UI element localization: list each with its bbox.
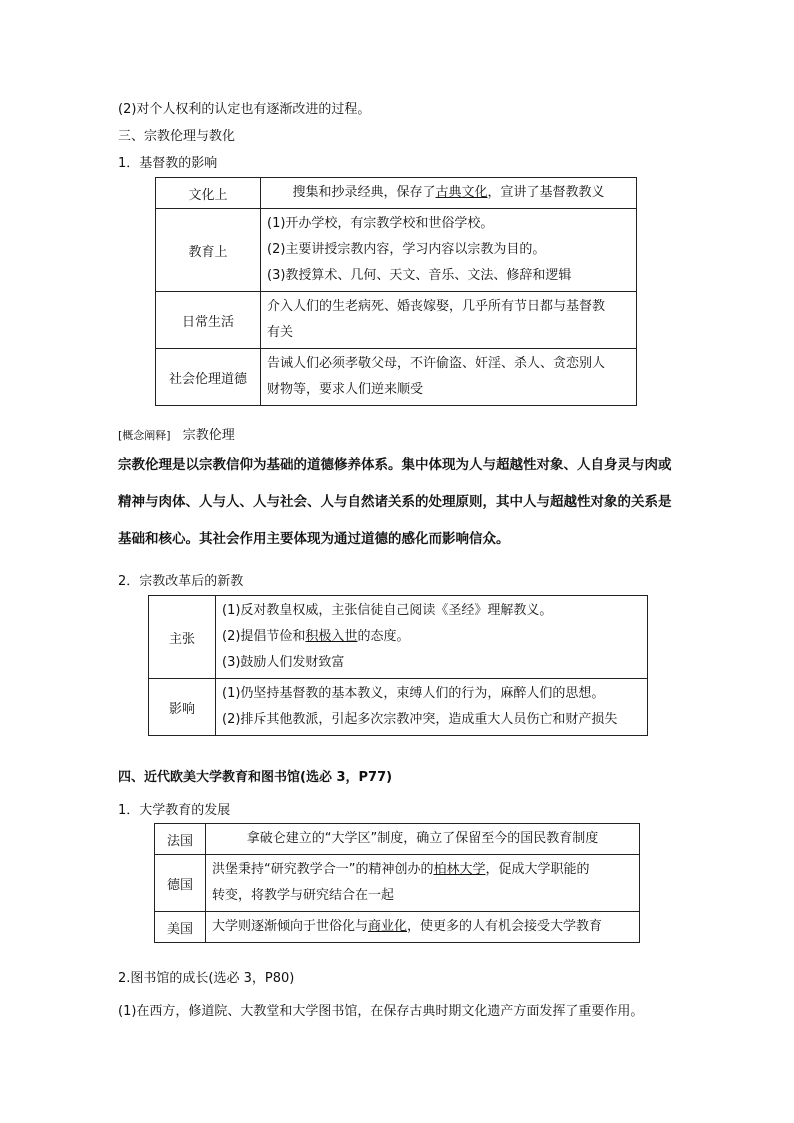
underlined-term: 商业化 — [368, 919, 408, 934]
table-row — [155, 912, 640, 943]
cell-text: (1)仍坚持基督教的基本教义，束缚人们的行为，麻醉人们的思想。 — [222, 686, 605, 701]
table-row — [155, 824, 640, 855]
cell-text: (3)教授算术、几何、天文、音乐、文法、修辞和逻辑 — [267, 268, 572, 283]
concept-title: 宗教伦理 — [182, 428, 235, 443]
row-label: 美国 — [155, 912, 206, 943]
university-table — [154, 823, 640, 943]
row-label: 日常生活 — [156, 292, 261, 349]
cell-text: (1)开办学校，有宗教学校和世俗学校。 — [267, 216, 494, 231]
subsection-christianity-title: 1．基督教的影响 — [118, 156, 218, 171]
section-3-title: 三、宗教伦理与教化 — [118, 129, 236, 144]
concept-paragraph: 宗教伦理是以宗教信仰为基础的道德修养体系。集中体现为人与超越性对象、人自身灵与肉或精神与肉体、人与人、人与社会、人与自然诸关系的处理原则，其中人与超越性对象的关系是基础和核心。其社会作用主要体现为通过道德的感化而影响信众。 — [118, 457, 672, 547]
table-row — [149, 596, 648, 679]
row-label: 影响 — [149, 679, 216, 736]
table-row — [149, 679, 648, 736]
cell-text: 拿破仑建立的“大学区”制度，确立了保留至今的国民教育制度 — [246, 831, 599, 846]
table-row — [155, 855, 640, 912]
table-row — [156, 178, 637, 209]
underlined-term: 柏林大学 — [433, 862, 486, 877]
cell-text: 搜集和抄录经典，保存了古典文化，宣讲了基督教教义 — [292, 185, 605, 200]
intro-line: (2)对个人权利的认定也有逐渐改进的过程。 — [118, 102, 371, 117]
cell-text: (2)提倡节俭和积极入世的态度。 — [222, 629, 410, 644]
table-row — [156, 349, 637, 406]
table-row — [156, 209, 637, 292]
row-label: 文化上 — [156, 178, 261, 209]
row-label: 法国 — [155, 824, 206, 855]
section-4-title: 四、近代欧美大学教育和图书馆(选必 3，P77) — [118, 770, 393, 785]
cell-text: (2)主要讲授宗教内容，学习内容以宗教为目的。 — [267, 242, 546, 257]
cell-text: (3)鼓励人们发财致富 — [222, 655, 345, 670]
subsection-library-title: 2.图书馆的成长(选必 3，P80) — [118, 971, 295, 986]
row-label: 主张 — [149, 596, 216, 679]
cell-text: 洪堡秉持“研究教学合一”的精神创办的柏林大学，促成大学职能的 — [212, 862, 590, 877]
protestant-table — [148, 595, 648, 736]
cell-text: 告诫人们必须孝敬父母，不许偷盗、奸淫、杀人、贪恋别人 — [267, 356, 606, 371]
table-row — [156, 292, 637, 349]
underlined-term: 古典文化 — [435, 185, 488, 200]
subsection-protestant-title: 2．宗教改革后的新教 — [118, 574, 244, 589]
underlined-term: 积极入世 — [305, 629, 358, 644]
christianity-impact-table — [155, 177, 637, 406]
row-label: 教育上 — [156, 209, 261, 292]
cell-text: 有关 — [267, 325, 294, 340]
library-paragraph: (1)在西方，修道院、大教堂和大学图书馆，在保存古典时期文化遗产方面发挥了重要作用。 — [118, 1004, 644, 1019]
cell-text: (2)排斥其他教派，引起多次宗教冲突，造成重大人员伤亡和财产损失 — [222, 712, 618, 727]
cell-text: (1)反对教皇权威，主张信徒自己阅读《圣经》理解教义。 — [222, 603, 553, 618]
subsection-university-title: 1．大学教育的发展 — [118, 803, 231, 818]
cell-text: 大学则逐渐倾向于世俗化与商业化，使更多的人有机会接受大学教育 — [212, 919, 603, 934]
cell-text: 转变，将教学与研究结合在一起 — [212, 888, 395, 903]
row-label: 德国 — [155, 855, 206, 912]
concept-tag: [概念阐释] — [118, 429, 171, 442]
cell-text: 财物等，要求人们逆来顺受 — [267, 382, 424, 397]
row-label: 社会伦理道德 — [156, 349, 261, 406]
concept-heading — [118, 424, 235, 443]
cell-text: 介入人们的生老病死、婚丧嫁娶，几乎所有节日都与基督教 — [267, 299, 606, 314]
